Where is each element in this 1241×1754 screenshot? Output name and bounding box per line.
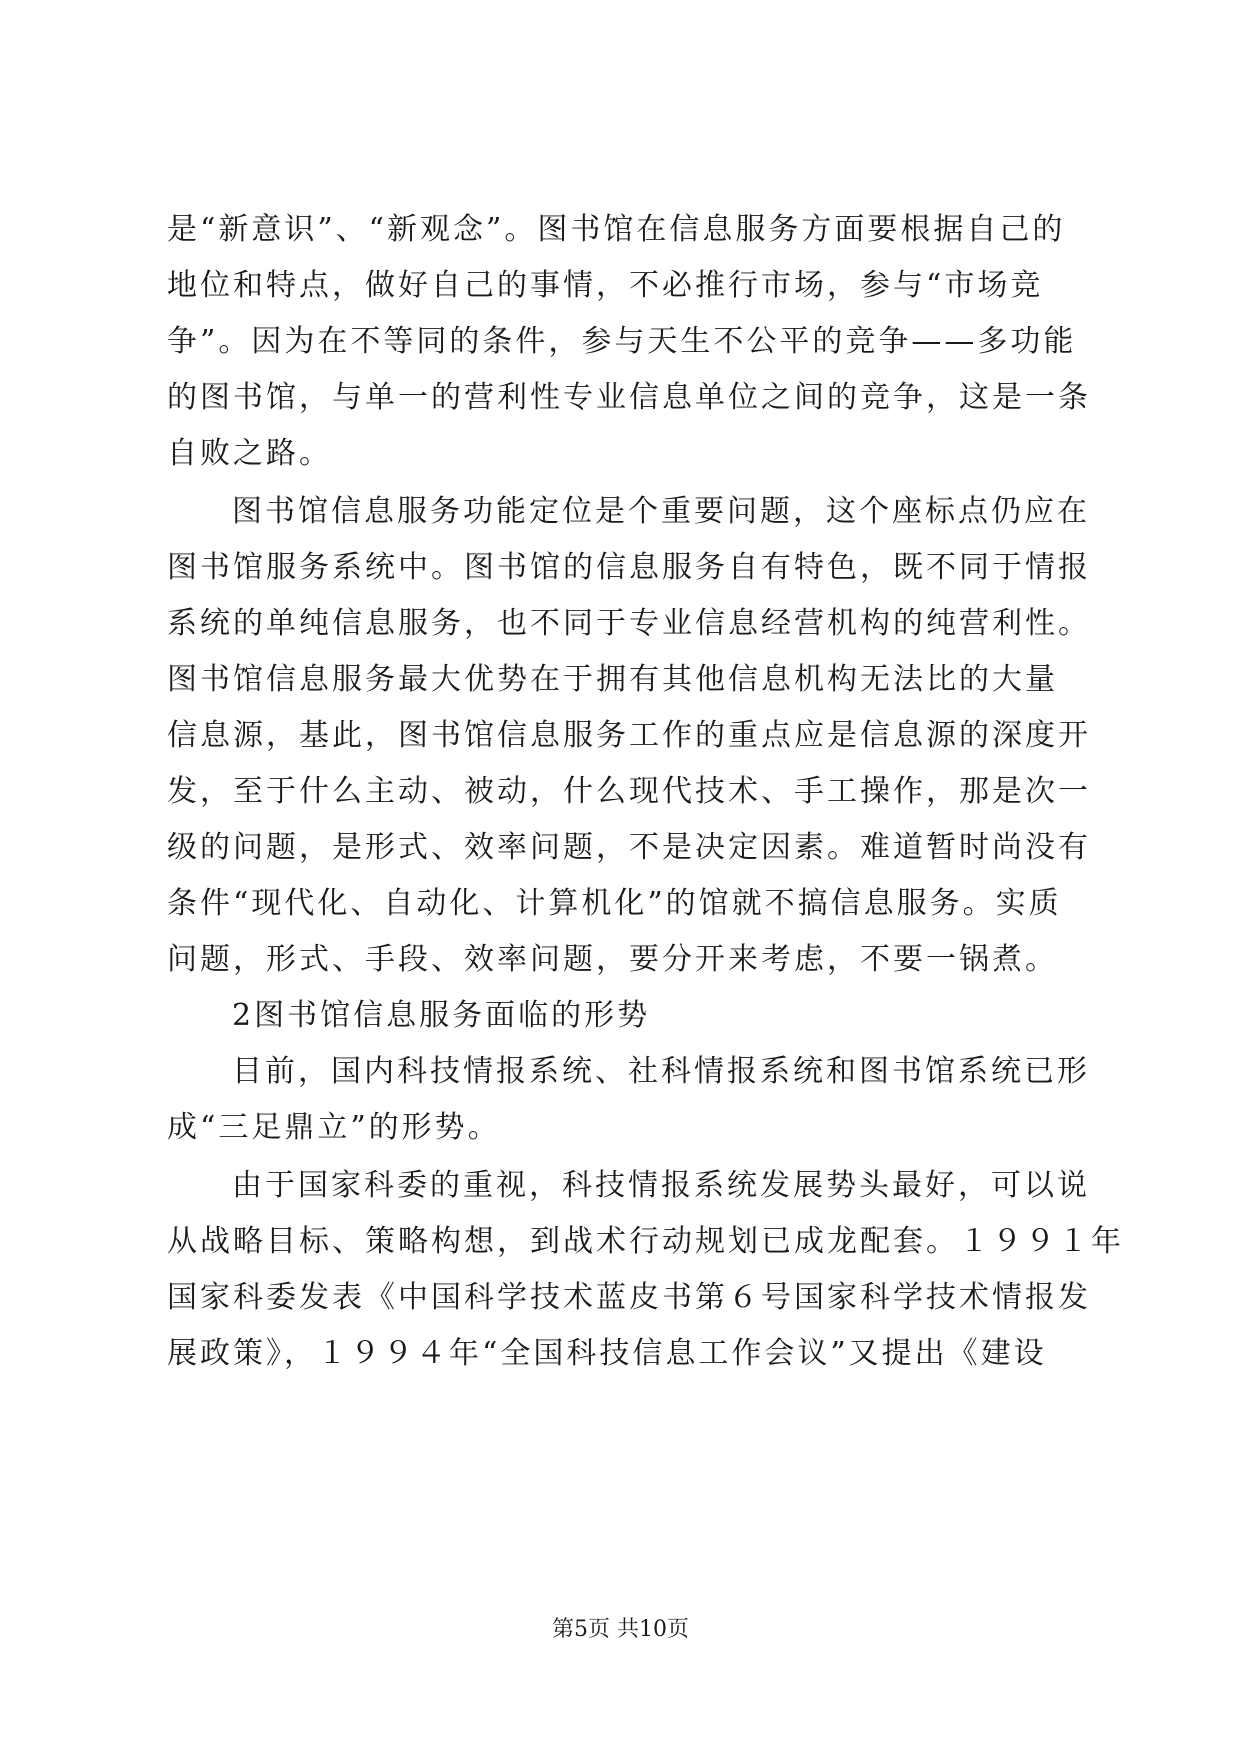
text-line-1: 是“新意识”、“新观念”。图书馆在信息服务方面要根据自己的 bbox=[167, 212, 1066, 247]
text-line-2: 地位和特点，做好自己的事情，不必推行市场，参与“市场竞 bbox=[167, 268, 1044, 303]
text-line-12: 级的问题，是形式、效率问题，不是决定因素。难道暂时尚没有 bbox=[167, 830, 1091, 865]
section-heading: 2图书馆信息服务面临的形势 bbox=[232, 998, 651, 1033]
text-line-13: 条件“现代化、自动化、计算机化”的馆就不搞信息服务。实质 bbox=[167, 886, 1062, 921]
text-line-14: 问题，形式、手段、效率问题，要分开来考虑，不要一锅煮。 bbox=[167, 942, 1058, 977]
text-line-10: 信息源，基此，图书馆信息服务工作的重点应是信息源的深度开 bbox=[167, 718, 1091, 753]
text-line-17: 成“三足鼎立”的形势。 bbox=[167, 1110, 501, 1145]
text-line-9: 图书馆信息服务最大优势在于拥有其他信息机构无法比的大量 bbox=[167, 662, 1058, 697]
text-line-11: 发，至于什么主动、被动，什么现代技术、手工操作，那是次一 bbox=[167, 774, 1091, 809]
paragraph-start-line-6: 图书馆信息服务功能定位是个重要问题，这个座标点仍应在 bbox=[232, 494, 1090, 529]
text-line-3: 争”。因为在不等同的条件，参与天生不公平的竞争——多功能 bbox=[167, 324, 1077, 359]
text-line-21: 展政策》，１９９４年“全国科技信息工作会议”又提出《建设 bbox=[167, 1336, 1047, 1371]
paragraph-start-line-16: 目前，国内科技情报系统、社科情报系统和图书馆系统已形 bbox=[232, 1054, 1090, 1089]
text-line-19: 从战略目标、策略构想，到战术行动规划已成龙配套。１９９１年 bbox=[167, 1224, 1124, 1259]
text-line-4: 的图书馆，与单一的营利性专业信息单位之间的竞争，这是一条 bbox=[167, 380, 1091, 415]
page-number-footer: 第5页 共10页 bbox=[552, 1617, 689, 1642]
paragraph-start-line-18: 由于国家科委的重视，科技情报系统发展势头最好，可以说 bbox=[232, 1168, 1090, 1203]
text-line-5: 自败之路。 bbox=[167, 436, 332, 471]
text-line-20: 国家科委发表《中国科学技术蓝皮书第６号国家科学技术情报发 bbox=[167, 1280, 1091, 1315]
text-line-8: 系统的单纯信息服务，也不同于专业信息经营机构的纯营利性。 bbox=[167, 606, 1091, 641]
text-line-7: 图书馆服务系统中。图书馆的信息服务自有特色，既不同于情报 bbox=[167, 550, 1091, 585]
